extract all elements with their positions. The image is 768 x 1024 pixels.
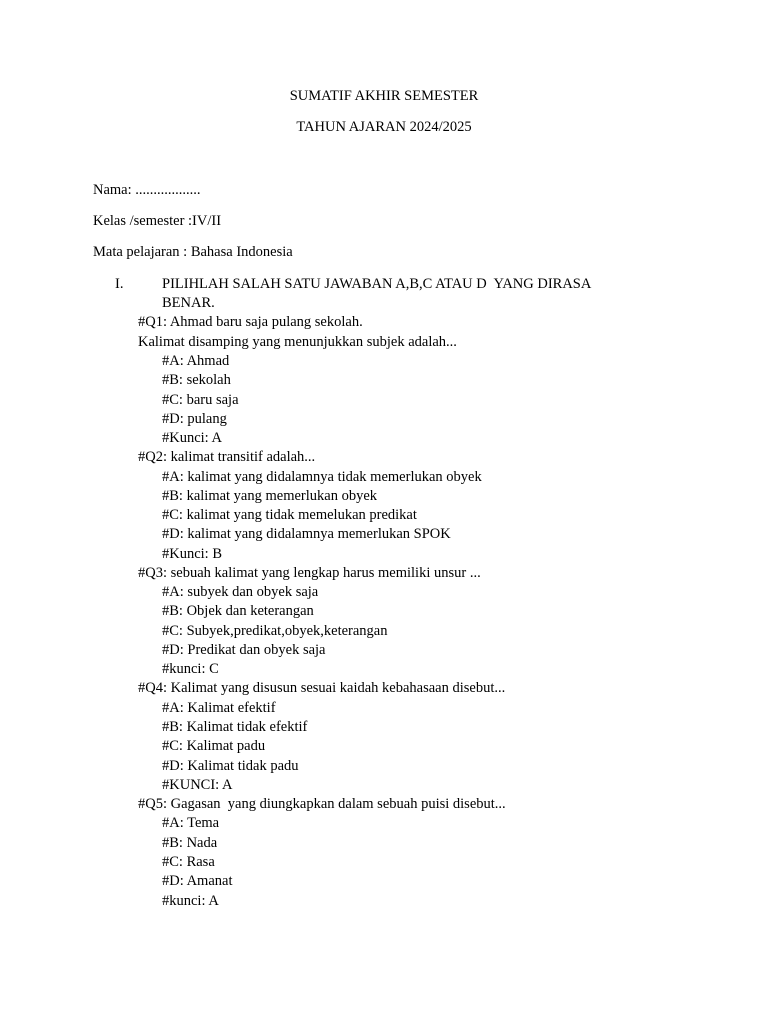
q4-option-d: #D: Kalimat tidak padu [162,758,299,774]
q5-option-d: #D: Amanat [162,873,233,889]
document-title: SUMATIF AKHIR SEMESTER [289,88,479,104]
q5-option-a: #A: Tema [162,815,220,831]
q4-option-c: #C: Kalimat padu [162,738,266,754]
q1-option-b: #B: sekolah [162,372,231,388]
mapel-field: Mata pelajaran : Bahasa Indonesia [93,244,293,260]
question-2: #Q2: kalimat transitif adalah... [138,449,316,465]
q1-option-c: #C: baru saja [162,392,239,408]
question-3: #Q3: sebuah kalimat yang lengkap harus memiliki unsur ... [138,565,481,581]
section-number: I. [115,276,124,292]
q3-option-c: #C: Subyek,predikat,obyek,keterangan [162,623,388,639]
q5-option-b: #B: Nada [162,835,218,851]
q2-option-c: #C: kalimat yang tidak memelukan predikat [162,507,417,523]
q4-answer-key: #KUNCI: A [162,777,233,793]
q5-option-c: #C: Rasa [162,854,215,870]
kelas-field: Kelas /semester :IV/II [93,213,222,229]
q2-option-d: #D: kalimat yang didalamnya memerlukan SPOK [162,526,451,542]
q2-answer-key: #Kunci: B [162,546,223,562]
q5-answer-key: #kunci: A [162,893,219,909]
question-5: #Q5: Gagasan yang diungkapkan dalam sebuah puisi disebut... [138,796,506,812]
q2-option-b: #B: kalimat yang memerlukan obyek [162,488,378,504]
q4-option-b: #B: Kalimat tidak efektif [162,719,308,735]
q1-answer-key: #Kunci: A [162,430,223,446]
q2-option-a: #A: kalimat yang didalamnya tidak memerlukan obyek [162,469,482,485]
question-1: #Q1: Ahmad baru saja pulang sekolah. [138,314,363,330]
section-instruction: PILIHLAH SALAH SATU JAWABAN A,B,C ATAU D YANG DIRASA [162,276,592,292]
q3-option-a: #A: subyek dan obyek saja [162,584,319,600]
q1-option-a: #A: Ahmad [162,353,230,369]
q3-option-b: #B: Objek dan keterangan [162,603,314,619]
q3-answer-key: #kunci: C [162,661,219,677]
question-1-cont: Kalimat disamping yang menunjukkan subjek adalah... [138,334,457,350]
q3-option-d: #D: Predikat dan obyek saja [162,642,326,658]
question-4: #Q4: Kalimat yang disusun sesuai kaidah kebahasaan disebut... [138,680,506,696]
section-instruction-cont: BENAR. [162,295,215,311]
q1-option-d: #D: pulang [162,411,227,427]
nama-field: Nama: .................. [93,182,201,198]
document-subtitle: TAHUN AJARAN 2024/2025 [296,119,472,135]
q4-option-a: #A: Kalimat efektif [162,700,276,716]
